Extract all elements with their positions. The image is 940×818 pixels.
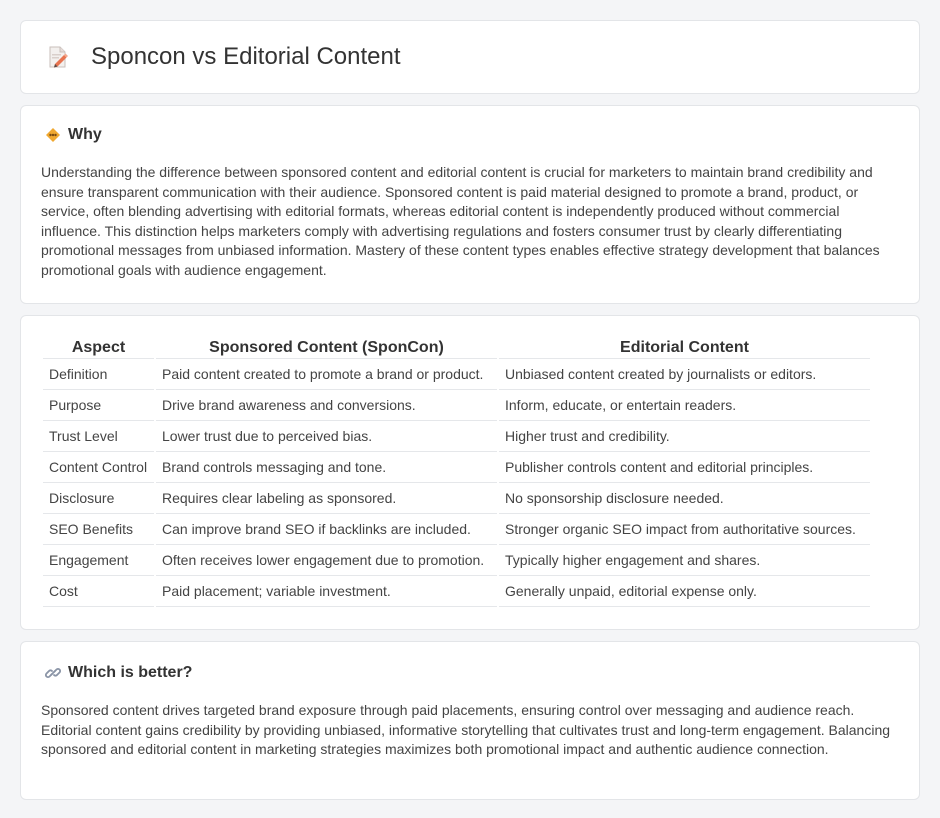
cell-aspect: Trust Level <box>43 421 154 452</box>
cell-sponsored: Often receives lower engagement due to promotion. <box>156 545 497 576</box>
cell-aspect: Purpose <box>43 390 154 421</box>
cell-editorial: Higher trust and credibility. <box>499 421 870 452</box>
cell-aspect: Disclosure <box>43 483 154 514</box>
link-icon <box>45 665 61 681</box>
better-text: Sponsored content drives targeted brand exposure through paid placements, ensuring control over messaging and audience reach. Editorial content gains credibility by providing unbiased, informative storytelling that cultivates trust and long-term engagement. Balancing sponsored and editorial content in marketing strategies maximizes both promotional impact and authentic audience connection. <box>41 702 891 757</box>
document-pencil-icon <box>47 45 69 69</box>
cell-editorial: Generally unpaid, editorial expense only. <box>499 576 870 607</box>
cell-editorial: Unbiased content created by journalists or editors. <box>499 359 870 390</box>
page-title: Sponcon vs Editorial Content <box>91 43 401 70</box>
which-is-better-card <box>20 641 920 800</box>
cell-aspect: Engagement <box>43 545 154 576</box>
cell-aspect: Cost <box>43 576 154 607</box>
better-title: Which is better? <box>68 664 193 681</box>
diamond-signal-icon <box>45 127 61 143</box>
header-sponsored: Sponsored Content (SponCon) <box>156 336 497 359</box>
cell-editorial: Stronger organic SEO impact from authoritative sources. <box>499 514 870 545</box>
table-header-row <box>43 336 870 359</box>
why-card <box>20 105 920 304</box>
cell-editorial: Inform, educate, or entertain readers. <box>499 390 870 421</box>
cell-sponsored: Requires clear labeling as sponsored. <box>156 483 497 514</box>
why-heading <box>45 126 899 144</box>
why-text: Understanding the difference between sponsored content and editorial content is crucial for marketers to maintain brand credibility and ensure transparent communication with their audience. Sponsored content is paid material designed to promote a brand, product, or service, often blending advertising with editorial formats, whereas editorial content is independently produced without commercial influence. This distinction helps marketers comply with advertising regulations and fosters consumer trust by clearly differentiating promotional messages from unbiased information. Mastery of these content types enables effective strategy development that balances promotional goals with audience engagement. <box>41 164 880 278</box>
header-aspect: Aspect <box>43 336 154 359</box>
table-row <box>43 483 870 514</box>
cell-sponsored: Can improve brand SEO if backlinks are included. <box>156 514 497 545</box>
header-editorial: Editorial Content <box>499 336 870 359</box>
cell-sponsored: Brand controls messaging and tone. <box>156 452 497 483</box>
cell-editorial: Publisher controls content and editorial principles. <box>499 452 870 483</box>
cell-sponsored: Lower trust due to perceived bias. <box>156 421 497 452</box>
cell-aspect: Definition <box>43 359 154 390</box>
table-row <box>43 390 870 421</box>
cell-editorial: No sponsorship disclosure needed. <box>499 483 870 514</box>
cell-editorial: Typically higher engagement and shares. <box>499 545 870 576</box>
better-heading <box>45 664 899 682</box>
comparison-table-card <box>20 315 920 630</box>
cell-sponsored: Drive brand awareness and conversions. <box>156 390 497 421</box>
header-card <box>20 20 920 94</box>
why-title: Why <box>68 126 102 143</box>
table-row <box>43 452 870 483</box>
cell-aspect: SEO Benefits <box>43 514 154 545</box>
table-row <box>43 514 870 545</box>
cell-sponsored: Paid content created to promote a brand or product. <box>156 359 497 390</box>
table-row <box>43 359 870 390</box>
cell-aspect: Content Control <box>43 452 154 483</box>
table-row <box>43 421 870 452</box>
comparison-table <box>41 336 872 607</box>
table-row <box>43 545 870 576</box>
cell-sponsored: Paid placement; variable investment. <box>156 576 497 607</box>
table-row <box>43 576 870 607</box>
